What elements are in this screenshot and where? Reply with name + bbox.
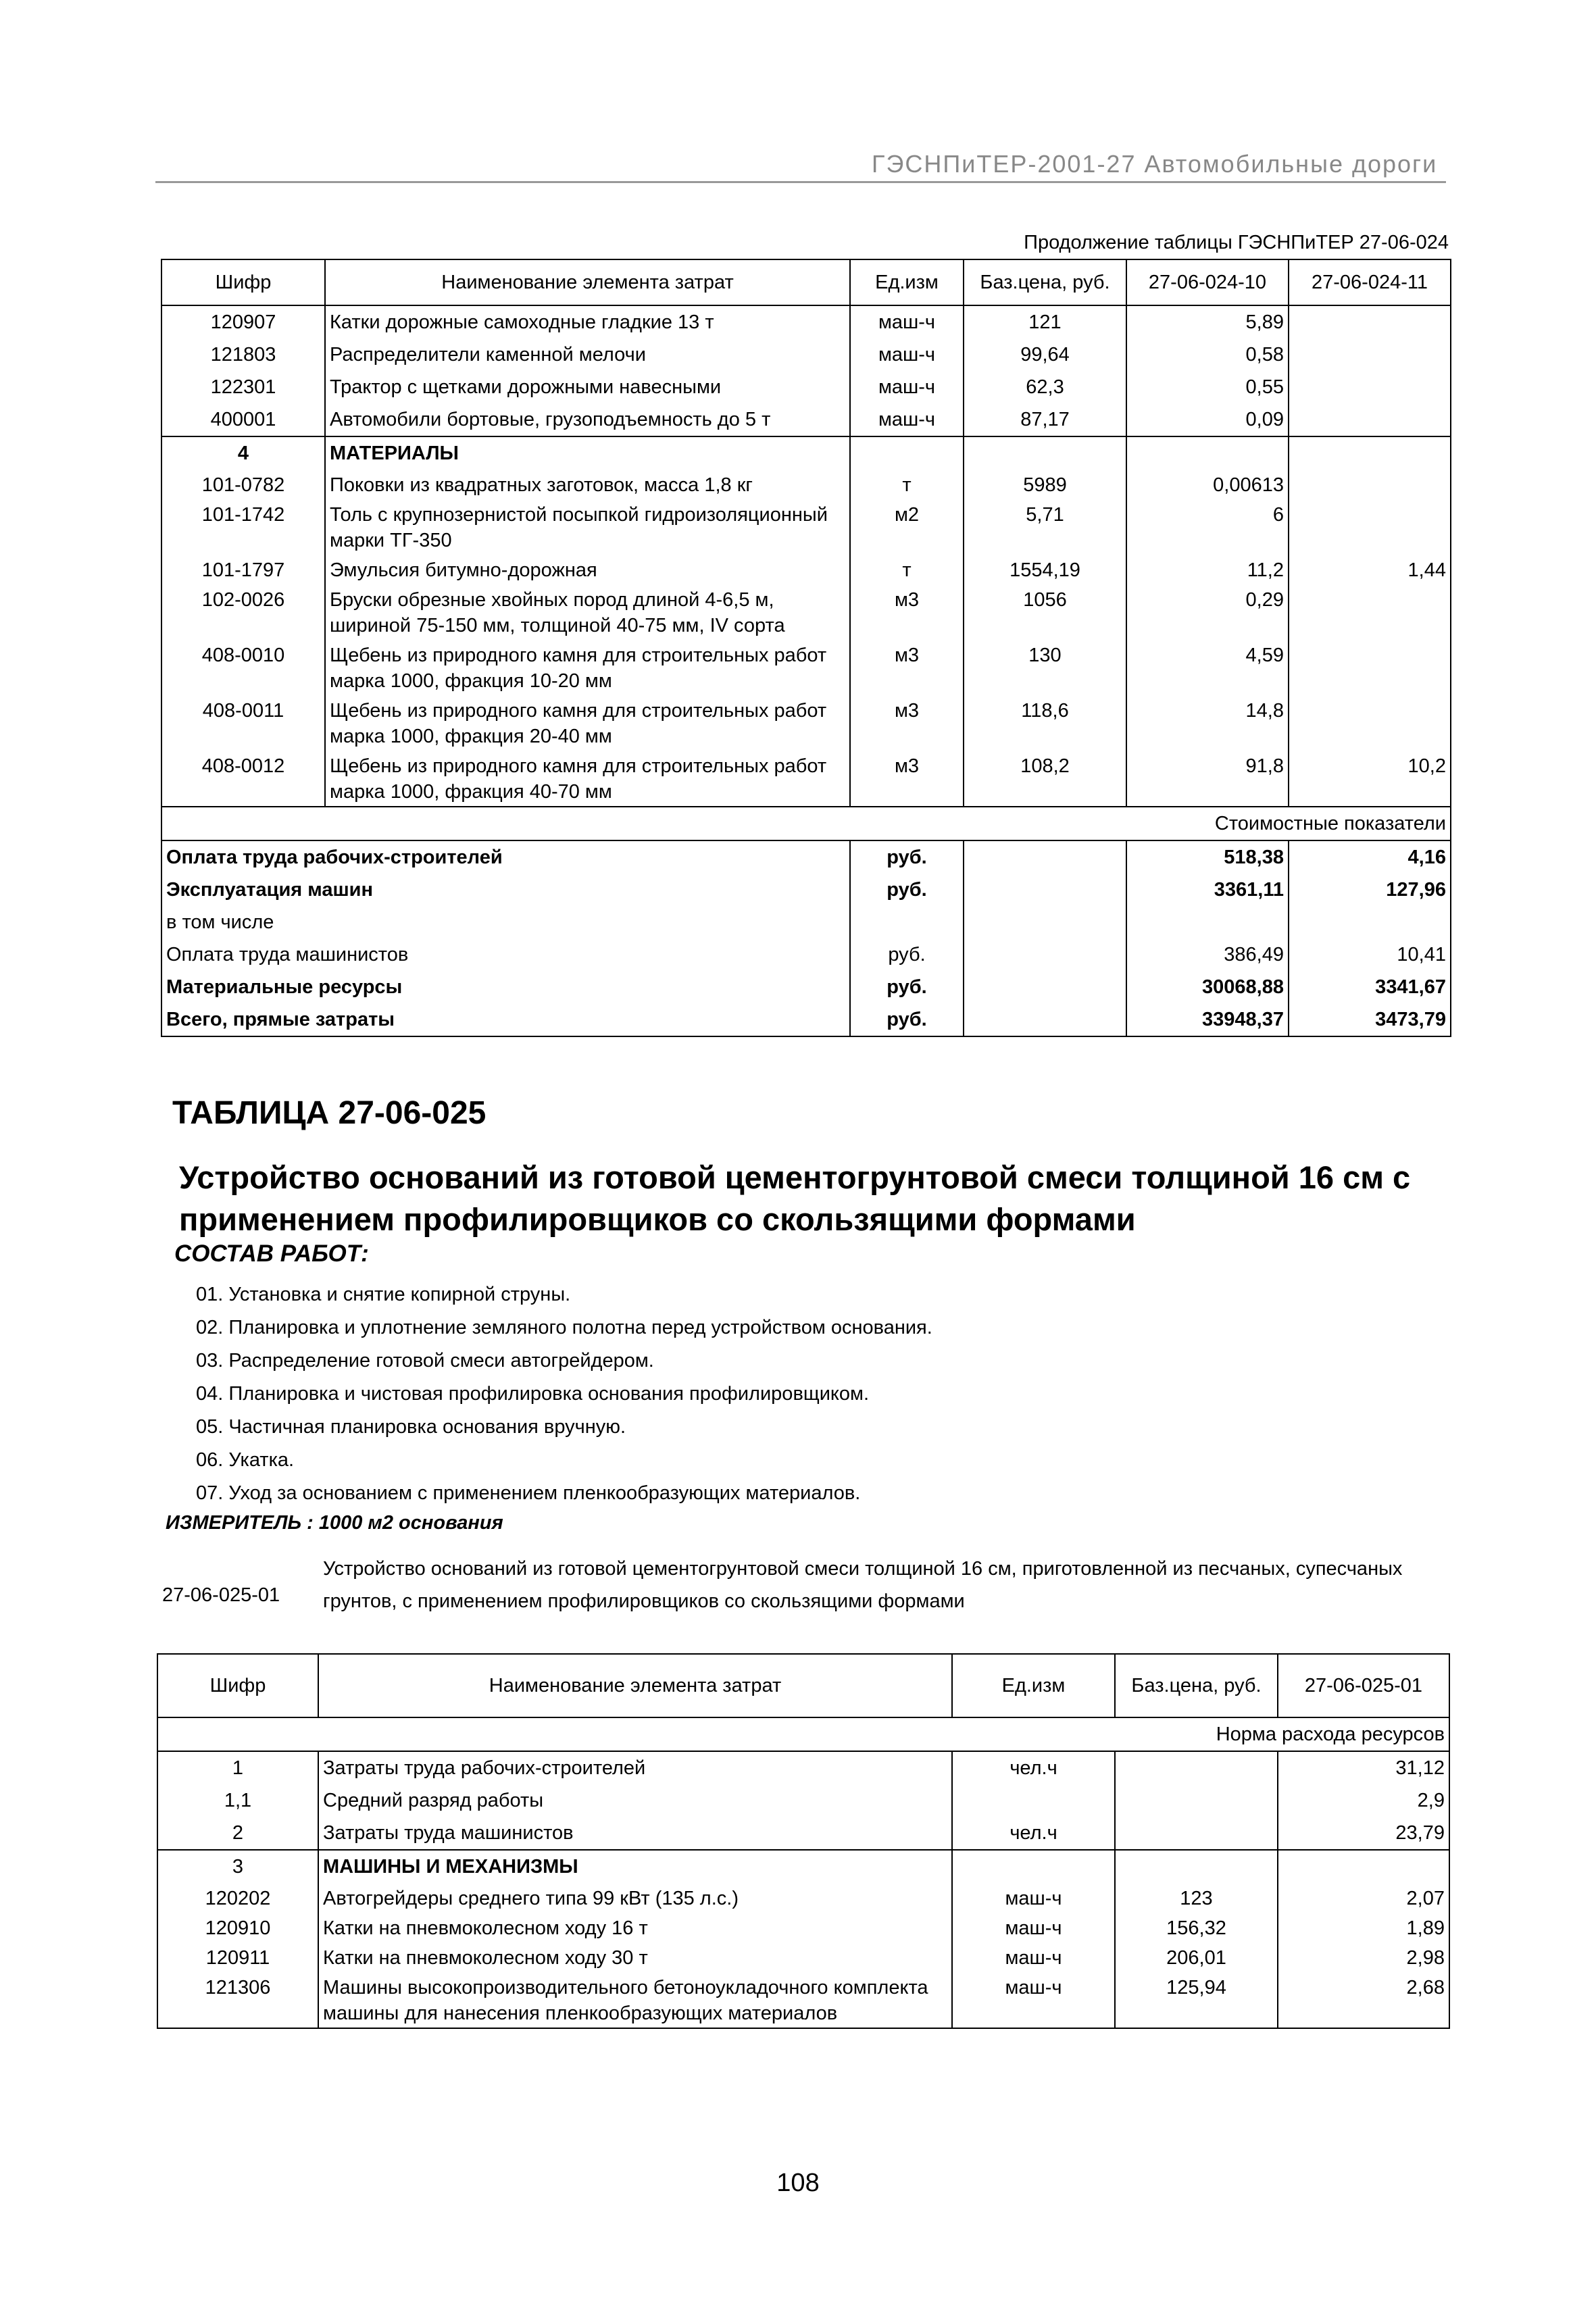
price-cell: 130	[964, 640, 1126, 695]
name-cell: Щебень из природного камня для строительных работ марка 1000, фракция 10-20 мм	[325, 640, 850, 695]
name-cell: Толь с крупнозернистой посыпкой гидроизоляционный марки ТГ-350	[325, 499, 850, 555]
value-cell	[1289, 906, 1451, 938]
value-cell: 31,12	[1278, 1751, 1449, 1784]
price-cell: 108,2	[964, 751, 1126, 807]
value-cell: 0,58	[1126, 338, 1289, 371]
name-cell: Бруски обрезные хвойных пород длиной 4-6,5 м, шириной 75-150 мм, толщиной 40-75 мм, IV сорта	[325, 584, 850, 640]
unit-cell: т	[850, 470, 964, 499]
running-head: ГЭСНПиТЕР-2001-27 Автомобильные дороги	[872, 150, 1438, 178]
table-row	[161, 640, 1451, 695]
name-cell: Затраты труда машинистов	[318, 1817, 952, 1850]
cost-row	[161, 840, 1451, 874]
table-row	[157, 1942, 1449, 1972]
value-cell: 3361,11	[1126, 874, 1289, 906]
code-cell: 4	[161, 436, 325, 470]
code-cell: 101-0782	[161, 470, 325, 499]
value-cell: 4,59	[1126, 640, 1289, 695]
section-heading: Устройство оснований из готовой цементогрунтовой смеси толщиной 16 см с применением профилировщиков со скользящими формами	[179, 1159, 1411, 1237]
value-cell: 10,2	[1289, 751, 1451, 807]
table1-header-cell: Шифр	[161, 259, 325, 305]
unit-cell: руб.	[850, 1003, 964, 1036]
unit-cell: руб.	[850, 840, 964, 874]
section-row	[161, 436, 1451, 470]
unit-cell: м2	[850, 499, 964, 555]
price-cell: 1056	[964, 584, 1126, 640]
unit-cell: чел.ч	[952, 1751, 1115, 1784]
unit-cell	[952, 1850, 1115, 1883]
code-cell: 120910	[157, 1913, 318, 1942]
table-row	[157, 1883, 1449, 1913]
name-cell: Катки на пневмоколесном ходу 16 т	[318, 1913, 952, 1942]
cost-label: Оплата труда машинистов	[161, 938, 850, 971]
unit-cell: маш-ч	[952, 1913, 1115, 1942]
value-cell: 11,2	[1126, 555, 1289, 584]
code-cell: 1	[157, 1751, 318, 1784]
name-cell: Катки дорожные самоходные гладкие 13 т	[325, 305, 850, 338]
value-cell: 1,89	[1278, 1913, 1449, 1942]
table-row	[157, 1817, 1449, 1850]
value-cell: 23,79	[1278, 1817, 1449, 1850]
value-cell: 6	[1126, 499, 1289, 555]
value-cell	[1289, 499, 1451, 555]
cost-label: Всего, прямые затраты	[161, 1003, 850, 1036]
cost-row	[161, 938, 1451, 971]
table1-header-cell: 27-06-024-11	[1289, 259, 1451, 305]
value-cell: 91,8	[1126, 751, 1289, 807]
name-cell: Средний разряд работы	[318, 1784, 952, 1817]
value-cell: 3341,67	[1289, 971, 1451, 1003]
cost-row	[161, 906, 1451, 938]
name-cell: Машины высокопроизводительного бетоноукладочного комплекта машины для нанесения пленкообразующих материалов	[318, 1972, 952, 2028]
value-cell	[1289, 436, 1451, 470]
price-cell: 125,94	[1115, 1972, 1278, 2028]
table-row	[161, 403, 1451, 436]
price-cell	[964, 874, 1126, 906]
cost-header-row	[161, 807, 1451, 840]
value-cell: 2,68	[1278, 1972, 1449, 2028]
name-cell: Распределители каменной мелочи	[325, 338, 850, 371]
page-number: 108	[776, 2169, 820, 2197]
name-cell: Затраты труда рабочих-строителей	[318, 1751, 952, 1784]
unit-cell: маш-ч	[850, 305, 964, 338]
value-cell: 518,38	[1126, 840, 1289, 874]
name-cell: Автомобили бортовые, грузоподъемность до 5 т	[325, 403, 850, 436]
value-cell	[1289, 640, 1451, 695]
composition-title: СОСТАВ РАБОТ:	[174, 1240, 369, 1267]
unit-cell: маш-ч	[952, 1942, 1115, 1972]
unit-cell: чел.ч	[952, 1817, 1115, 1850]
value-cell: 0,00613	[1126, 470, 1289, 499]
price-cell	[964, 1003, 1126, 1036]
code-cell: 3	[157, 1850, 318, 1883]
unit-cell: м3	[850, 751, 964, 807]
table-row	[161, 338, 1451, 371]
price-cell: 99,64	[964, 338, 1126, 371]
list-item: 03. Распределение готовой смеси автогрейдером.	[196, 1350, 654, 1372]
value-cell: 3473,79	[1289, 1003, 1451, 1036]
value-cell: 386,49	[1126, 938, 1289, 971]
name-cell: Автогрейдеры среднего типа 99 кВт (135 л.с.)	[318, 1883, 952, 1913]
list-item: 05. Частичная планировка основания вручную.	[196, 1416, 626, 1438]
name-cell: Щебень из природного камня для строительных работ марка 1000, фракция 40-70 мм	[325, 751, 850, 807]
norm-header-row	[157, 1717, 1449, 1751]
cost-row	[161, 971, 1451, 1003]
code-cell: 122301	[161, 371, 325, 403]
code-cell: 101-1742	[161, 499, 325, 555]
unit-cell	[952, 1784, 1115, 1817]
unit-cell	[850, 436, 964, 470]
value-cell: 0,29	[1126, 584, 1289, 640]
price-cell	[1115, 1751, 1278, 1784]
table-row	[161, 555, 1451, 584]
work-list	[196, 1281, 932, 1513]
value-cell	[1289, 470, 1451, 499]
measure-unit: ИЗМЕРИТЕЛЬ : 1000 м2 основания	[166, 1512, 503, 1534]
value-cell	[1289, 403, 1451, 436]
table-row	[157, 1972, 1449, 2028]
table2	[157, 1653, 1450, 2029]
section-title: МАШИНЫ И МЕХАНИЗМЫ	[318, 1850, 952, 1883]
cost-row	[161, 874, 1451, 906]
code-cell: 408-0011	[161, 695, 325, 751]
value-cell: 4,16	[1289, 840, 1451, 874]
list-item: 02. Планировка и уплотнение земляного полотна перед устройством основания.	[196, 1317, 932, 1338]
unit-cell: руб.	[850, 874, 964, 906]
unit-cell: маш-ч	[850, 403, 964, 436]
value-cell: 5,89	[1126, 305, 1289, 338]
list-item: 01. Установка и снятие копирной струны.	[196, 1284, 571, 1305]
table-row	[157, 1913, 1449, 1942]
value-cell	[1126, 436, 1289, 470]
code-cell: 102-0026	[161, 584, 325, 640]
table-row	[157, 1784, 1449, 1817]
section-row	[157, 1850, 1449, 1883]
name-cell: Поковки из квадратных заготовок, масса 1,8 кг	[325, 470, 850, 499]
table2-header-cell: Баз.цена, руб.	[1115, 1654, 1278, 1717]
code-cell: 101-1797	[161, 555, 325, 584]
name-cell: Эмульсия битумно-дорожная	[325, 555, 850, 584]
list-item: 04. Планировка и чистовая профилировка основания профилировщиком.	[196, 1383, 870, 1405]
cost-header: Стоимостные показатели	[161, 807, 1451, 840]
price-cell: 62,3	[964, 371, 1126, 403]
table-row	[161, 305, 1451, 338]
unit-cell	[850, 906, 964, 938]
cost-label: Оплата труда рабочих-строителей	[161, 840, 850, 874]
cost-label: Эксплуатация машин	[161, 874, 850, 906]
table-title: ТАБЛИЦА 27-06-025	[172, 1095, 487, 1131]
value-cell	[1289, 305, 1451, 338]
price-cell: 206,01	[1115, 1942, 1278, 1972]
table2-header-row	[157, 1654, 1449, 1717]
table1-header-cell: 27-06-024-10	[1126, 259, 1289, 305]
price-cell: 121	[964, 305, 1126, 338]
value-cell: 10,41	[1289, 938, 1451, 971]
table2-header-cell: Ед.изм	[952, 1654, 1115, 1717]
price-cell	[1115, 1850, 1278, 1883]
unit-cell: м3	[850, 584, 964, 640]
unit-cell: маш-ч	[952, 1883, 1115, 1913]
name-cell: Щебень из природного камня для строительных работ марка 1000, фракция 20-40 мм	[325, 695, 850, 751]
price-cell	[964, 840, 1126, 874]
value-cell: 2,9	[1278, 1784, 1449, 1817]
price-cell	[1115, 1784, 1278, 1817]
value-cell: 33948,37	[1126, 1003, 1289, 1036]
price-cell: 118,6	[964, 695, 1126, 751]
table1-caption: Продолжение таблицы ГЭСНПиТЕР 27-06-024	[1024, 232, 1449, 253]
name-cell: Катки на пневмоколесном ходу 30 т	[318, 1942, 952, 1972]
unit-cell: маш-ч	[850, 371, 964, 403]
table2-header-cell: Наименование элемента затрат	[318, 1654, 952, 1717]
code-cell: 400001	[161, 403, 325, 436]
code-cell: 2	[157, 1817, 318, 1850]
value-cell	[1289, 371, 1451, 403]
unit-cell: м3	[850, 640, 964, 695]
cost-label: Материальные ресурсы	[161, 971, 850, 1003]
price-cell: 5,71	[964, 499, 1126, 555]
value-cell: 2,07	[1278, 1883, 1449, 1913]
value-cell: 0,55	[1126, 371, 1289, 403]
table1-header-row	[161, 259, 1451, 305]
table-row	[161, 751, 1451, 807]
value-cell: 127,96	[1289, 874, 1451, 906]
value-cell: 0,09	[1126, 403, 1289, 436]
unit-cell: маш-ч	[952, 1972, 1115, 2028]
code-cell: 121306	[157, 1972, 318, 2028]
price-cell: 87,17	[964, 403, 1126, 436]
value-cell: 30068,88	[1126, 971, 1289, 1003]
unit-cell: руб.	[850, 971, 964, 1003]
table2-header-cell: 27-06-025-01	[1278, 1654, 1449, 1717]
unit-cell: м3	[850, 695, 964, 751]
price-cell: 123	[1115, 1883, 1278, 1913]
code-cell: 120907	[161, 305, 325, 338]
code-cell: 120202	[157, 1883, 318, 1913]
table-row	[161, 584, 1451, 640]
table1-header-cell: Ед.изм	[850, 259, 964, 305]
norm-header: Норма расхода ресурсов	[157, 1717, 1449, 1751]
table1-header-cell: Наименование элемента затрат	[325, 259, 850, 305]
code-cell: 408-0010	[161, 640, 325, 695]
section-title: МАТЕРИАЛЫ	[325, 436, 850, 470]
price-cell: 156,32	[1115, 1913, 1278, 1942]
cost-row	[161, 1003, 1451, 1036]
value-cell: 1,44	[1289, 555, 1451, 584]
code-cell: 408-0012	[161, 751, 325, 807]
table1-header-cell: Баз.цена, руб.	[964, 259, 1126, 305]
value-cell	[1289, 695, 1451, 751]
table1	[161, 259, 1451, 1037]
price-cell	[1115, 1817, 1278, 1850]
table-row	[161, 371, 1451, 403]
subtable-code: 27-06-025-01	[162, 1584, 280, 1606]
code-cell: 121803	[161, 338, 325, 371]
code-cell: 120911	[157, 1942, 318, 1972]
value-cell	[1126, 906, 1289, 938]
value-cell: 2,98	[1278, 1942, 1449, 1972]
unit-cell: т	[850, 555, 964, 584]
list-item: 07. Уход за основанием с применением пленкообразующих материалов.	[196, 1482, 861, 1504]
price-cell	[964, 938, 1126, 971]
unit-cell: руб.	[850, 938, 964, 971]
table-row	[161, 695, 1451, 751]
price-cell	[964, 906, 1126, 938]
code-cell: 1,1	[157, 1784, 318, 1817]
list-item: 06. Укатка.	[196, 1449, 295, 1471]
unit-cell: маш-ч	[850, 338, 964, 371]
table-row	[157, 1751, 1449, 1784]
header-rule	[155, 181, 1446, 183]
price-cell	[964, 971, 1126, 1003]
subtable-description: Устройство оснований из готовой цементогрунтовой смеси толщиной 16 см, приготовленной из песчаных, супесчаных грунтов, с применением профилировщиков со скользящими формами	[323, 1558, 1403, 1612]
value-cell	[1289, 584, 1451, 640]
value-cell: 14,8	[1126, 695, 1289, 751]
price-cell: 1554,19	[964, 555, 1126, 584]
price-cell: 5989	[964, 470, 1126, 499]
value-cell	[1289, 338, 1451, 371]
table-row	[161, 470, 1451, 499]
name-cell: Трактор с щетками дорожными навесными	[325, 371, 850, 403]
value-cell	[1278, 1850, 1449, 1883]
price-cell	[964, 436, 1126, 470]
table2-header-cell: Шифр	[157, 1654, 318, 1717]
cost-label: в том числе	[161, 906, 850, 938]
table-row	[161, 499, 1451, 555]
